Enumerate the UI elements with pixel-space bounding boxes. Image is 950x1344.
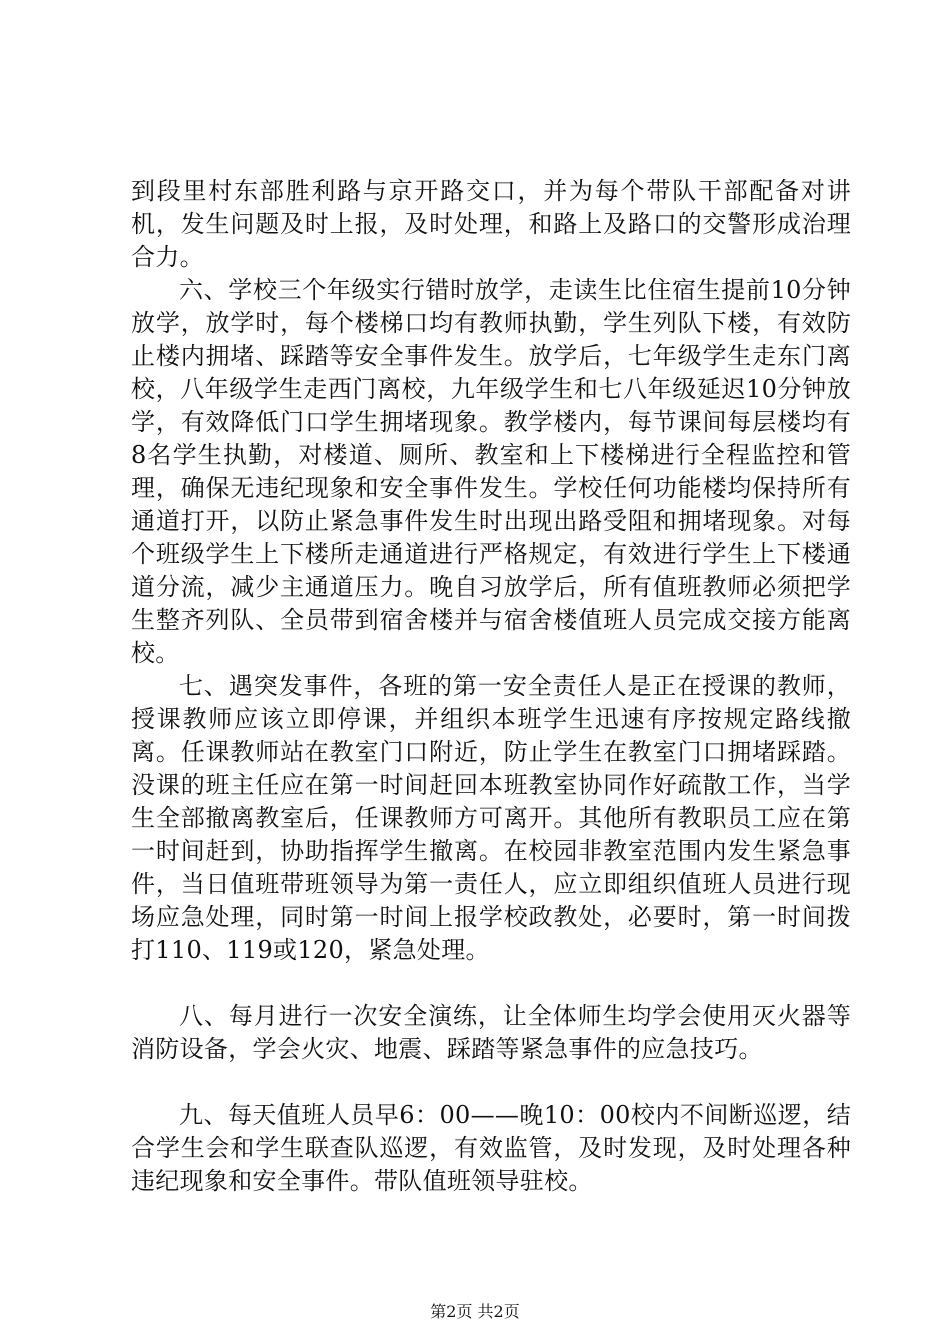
paragraph-item-7: 七、遇突发事件，各班的第一安全责任人是正在授课的教师，授课教师应该立即停课，并组织本班学生迅速有序按规定路线撤离。任课教师站在教室门口附近，防止学生在教室门口拥堵踩踏。没课的班主任应在第一时间赶回本班教室协同作好疏散工作，当学生全部撤离教室后，任课教师方可离开。其他所有教职员工应在第一时间赶到，协助指挥学生撤离。在校园非教室范围内发生紧急事件，当日值班带班领导为第一责任人，应立即组织值班人员进行现场应急处理，同时第一时间上报学校政教处，必要时，第一时间拨打110、119或120，紧急处理。 <box>131 672 851 964</box>
paragraph-item-8: 八、每月进行一次安全演练，让全体师生均学会使用灭火器等消防设备，学会火灾、地震、踩踏等紧急事件的应急技巧。 <box>131 1002 851 1063</box>
document-body <box>131 175 851 1198</box>
paragraph-item-9: 九、每天值班人员早6：00——晚10：00校内不间断巡逻，结合学生会和学生联查队巡逻，有效监管，及时发现，及时处理各种违纪现象和安全事件。带队值班领导驻校。 <box>131 1101 851 1195</box>
paragraph-item-6: 六、学校三个年级实行错时放学，走读生比住宿生提前10分钟放学，放学时，每个楼梯口均有教师执勤，学生列队下楼，有效防止楼内拥堵、踩踏等安全事件发生。放学后，七年级学生走东门离校，八年级学生走西门离校，九年级学生和七八年级延迟10分钟放学，有效降低门口学生拥堵现象。教学楼内，每节课间每层楼均有8名学生执勤，对楼道、厕所、教室和上下楼梯进行全程监控和管理，确保无违纪现象和安全事件发生。学校任何功能楼均保持所有通道打开，以防止紧急事件发生时出现出路受阻和拥堵现象。对每个班级学生上下楼所走通道进行严格规定，有效进行学生上下楼通道分流，减少主通道压力。晚自习放学后，所有值班教师必须把学生整齐列队、全员带到宿舍楼并与宿舍楼值班人员完成交接方能离校。 <box>131 276 851 667</box>
paragraph-continuation: 到段里村东部胜利路与京开路交口，并为每个带队干部配备对讲机，发生问题及时上报，及时处理，和路上及路口的交警形成治理合力。 <box>131 177 851 271</box>
page-number-footer: 第2页 共2页 <box>430 1302 520 1321</box>
